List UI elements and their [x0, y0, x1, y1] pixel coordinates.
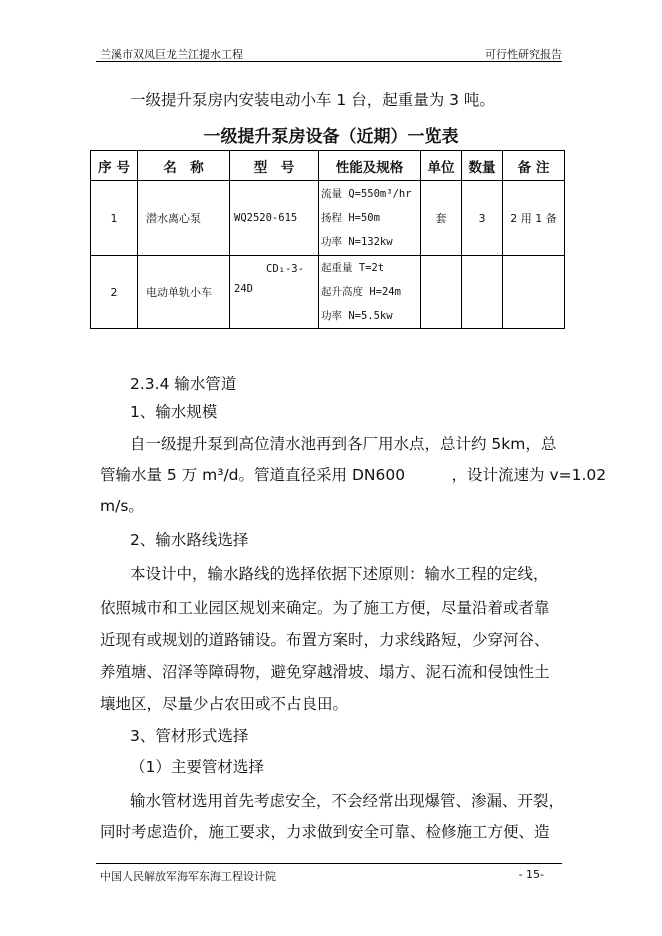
col-header-unit: 单位 [421, 151, 462, 181]
page-number: - 15- [518, 868, 544, 881]
cell-no: 2 [91, 256, 138, 329]
equipment-table [90, 150, 565, 329]
paragraph-line: 养殖塘、沼泽等障碍物，避免穿越滑坡、塌方、泥石流和侵蚀性土 [100, 663, 550, 681]
cell-model [230, 256, 319, 329]
subsection-heading: （1）主要管材选择 [130, 758, 264, 776]
spec-line: 功率 N=5.5kw [321, 310, 393, 322]
cell-qty: 3 [462, 181, 503, 256]
table-title: 一级提升泵房设备（近期）一览表 [203, 127, 459, 147]
model-line-bottom: 24D [234, 282, 253, 295]
paragraph-line: 依照城市和工业园区规划来确定。为了施工方便，尽量沿着或者靠 [100, 599, 550, 617]
table-row [91, 256, 565, 329]
spec-line: 扬程 H=50m [321, 212, 380, 224]
paragraph-line: 本设计中，输水路线的选择依据下述原则：输水工程的定线， [130, 565, 549, 583]
cell-note [503, 256, 565, 329]
spec-line: 功率 N=132kw [321, 236, 393, 248]
model-line-top: CD₁-3- [266, 262, 304, 275]
header-project-name: 兰溪市双凤巨龙兰江提水工程 [100, 48, 243, 61]
col-header-model: 型 号 [230, 151, 319, 181]
cell-unit [421, 256, 462, 329]
paragraph-line: 自一级提升泵到高位清水池再到各厂用水点，总计约 5km，总 [130, 435, 557, 453]
cell-no: 1 [91, 181, 138, 256]
cell-specs [319, 181, 421, 256]
paragraph-line: 输水管材选用首先考虑安全，不会经常出现爆管、渗漏、开裂， [130, 792, 565, 810]
header-report-type: 可行性研究报告 [485, 48, 562, 61]
cell-specs [319, 256, 421, 329]
cell-model: WQ2520-615 [230, 181, 319, 256]
col-header-note: 备 注 [503, 151, 565, 181]
cell-qty [462, 256, 503, 329]
paragraph-line: m/s。 [100, 497, 144, 515]
subsection-heading: 3、管材形式选择 [130, 727, 249, 745]
col-header-no: 序 号 [91, 151, 138, 181]
header-divider [96, 61, 562, 62]
spec-line: 起升高度 H=24m [321, 286, 401, 298]
col-header-specs: 性能及规格 [319, 151, 421, 181]
footer-organization: 中国人民解放军海军东海工程设计院 [100, 870, 276, 883]
section-title: 2.3.4 输水管道 [130, 375, 237, 393]
paragraph-line: 同时考虑造价，施工要求，力求做到安全可靠、检修施工方便、造 [100, 823, 550, 841]
footer-divider [96, 863, 562, 864]
spec-line: 流量 Q=550m³/hr [321, 188, 412, 200]
cell-unit: 套 [421, 181, 462, 256]
paragraph-line: 近现有或规划的道路铺设。布置方案时，力求线路短，少穿河谷、 [100, 631, 550, 649]
subsection-heading: 1、输水规模 [130, 403, 218, 421]
cell-note: 2 用 1 备 [503, 181, 565, 256]
spec-line: 起重量 T=2t [321, 262, 385, 274]
subsection-heading: 2、输水路线选择 [130, 531, 249, 549]
cell-name: 潜水离心泵 [138, 181, 230, 256]
cell-name: 电动单轨小车 [138, 256, 230, 329]
col-header-qty: 数量 [462, 151, 503, 181]
col-header-name: 名 称 [138, 151, 230, 181]
table-row [91, 181, 565, 256]
paragraph-line: 壤地区，尽量少占农田或不占良田。 [100, 695, 349, 713]
table-header-row [91, 151, 565, 181]
paragraph-line: 管输水量 5 万 m³/d。管道直径采用 DN600 ，设计流速为 v=1.02 [100, 466, 607, 484]
intro-paragraph: 一级提升泵房内安装电动小车 1 台，起重量为 3 吨。 [130, 91, 495, 109]
